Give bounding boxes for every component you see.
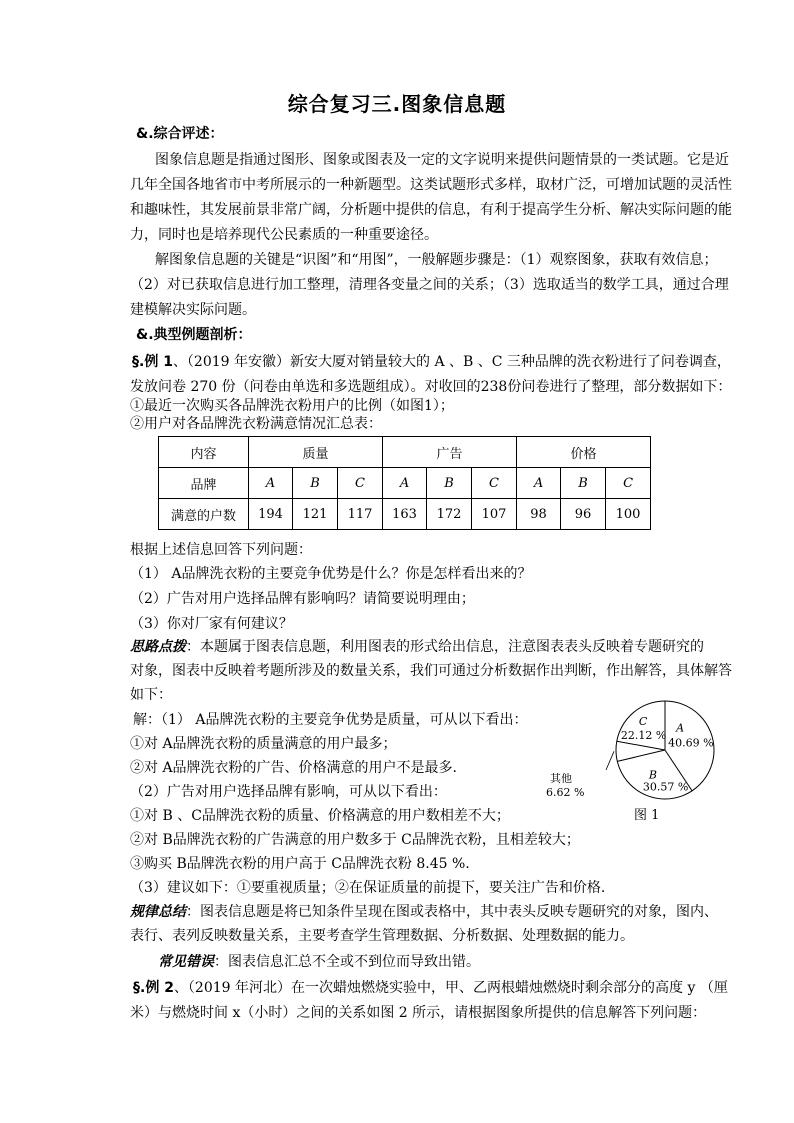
table-row <box>159 437 651 468</box>
hint-line1-text: ：本题属于图表信息题，利用图表的形式给出信息，注意图表表头反映着专题研究的 <box>186 639 704 655</box>
figure-1-caption: 图 1 <box>634 808 660 823</box>
hint-label: 思路点拨 <box>130 639 186 655</box>
solution-line4: （2）广告对用户选择品牌有影响，可从以下看出： <box>130 784 447 800</box>
pie-label-b: B <box>648 768 658 782</box>
examples-heading: &.典型例题剖析： <box>136 327 252 343</box>
table-cell: 100 <box>606 499 651 530</box>
table-header-count: 满意的户数 <box>159 499 249 530</box>
ex1-line2: 发放问卷 270 份（问卷由单选和多选题组成）。对收回的238份问卷进行了整理，部分数据如下： <box>130 379 732 395</box>
pie-chart <box>540 700 720 840</box>
table-cell: C <box>472 468 517 499</box>
summary-label: 规律总结 <box>130 904 186 920</box>
pie-leader-line <box>606 751 614 770</box>
overview-p1-line1: 图象信息题是指通过图形、图象或图表及一定的文字说明来提供问题情景的一类试题。它是近 <box>155 152 729 168</box>
ex2-line1-text: 、（2019 年河北）在一次蜡烛燃烧实验中，甲、乙两根蜡烛燃烧时剩余部分的高度 y （厘 <box>173 980 728 996</box>
table-cell: B <box>427 468 472 499</box>
error-label: 常见错误 <box>158 954 214 970</box>
satisfaction-table <box>158 436 651 530</box>
pie-value-a: 40.69 % <box>668 736 714 750</box>
hint-line2: 对象，图表中反映着考题所涉及的数量关系，我们可通过分析数据作出判断，作出解答，具体解答 <box>130 663 732 679</box>
table-header-content: 内容 <box>159 437 249 468</box>
table-cell: A <box>383 468 427 499</box>
ex2-label: §.例 2 <box>133 980 174 996</box>
solution-line2: ①对 A品牌洗衣粉的质量满意的用户最多； <box>130 736 397 752</box>
error-text: ：图表信息汇总不全或不到位而导致出错。 <box>214 954 480 970</box>
answer-intro: 根据上述信息回答下列问题： <box>130 542 312 558</box>
ex2-line2: 米）与燃烧时间 x（小时）之间的关系如图 2 所示，请根据图象所提供的信息解答下列问题： <box>130 1005 707 1021</box>
hint-line3: 如下： <box>130 687 172 703</box>
overview-p2-line1: 解图象信息题的关键是“识图”和“用图”，一般解题步骤是：（1）观察图象，获取有效信息； <box>155 252 718 268</box>
overview-p1-line4: 力，同时也是培养现代公民素质的一种重要途径。 <box>130 227 438 243</box>
table-cell: A <box>249 468 293 499</box>
solution-line1: 解：（1） A品牌洗衣粉的主要竞争优势是质量，可从以下看出： <box>133 712 528 728</box>
ex1-line1 <box>132 352 731 372</box>
question-2: （2）广告对用户选择品牌有影响吗？请简要说明理由； <box>130 591 475 607</box>
pie-label-c: C <box>638 715 648 729</box>
table-cell: 96 <box>561 499 606 530</box>
page-title: 综合复习三.图象信息题 <box>287 92 507 116</box>
ex1-item2: ②用户对各品牌洗衣粉满意情况汇总表： <box>130 416 382 432</box>
table-row <box>159 468 651 499</box>
ex2-line1 <box>133 978 728 998</box>
pie-value-other: 6.62 % <box>546 786 585 799</box>
pie-label-a: A <box>676 721 685 735</box>
table-cell: 172 <box>427 499 472 530</box>
table-cell: 163 <box>383 499 427 530</box>
table-cell: 117 <box>338 499 383 530</box>
table-row <box>159 499 651 530</box>
ex1-item1: ①最近一次购买各品牌洗衣粉用户的比例（如图1）； <box>130 398 454 414</box>
overview-p1-line3: 和趣味性，其发展前景非常广阔，分析题中提供的信息，有利于提高学生分析、解决实际问题的能 <box>130 202 732 218</box>
overview-p2-line2: （2）对已获取信息进行加工整理，清理各变量之间的关系；（3）选取适当的数学工具，通过合理 <box>130 277 729 293</box>
overview-p2-line3: 建模解决实际问题。 <box>130 302 256 318</box>
table-cell: A <box>517 468 561 499</box>
question-3: （3）你对厂家有何建议？ <box>130 616 293 632</box>
summary-line2: 表行、表列反映数量关系，主要考查学生管理数据、分析数据、处理数据的能力。 <box>130 928 634 944</box>
table-group-price: 价格 <box>517 437 651 468</box>
solution-line8: （3）建议如下：①要重视质量；②在保证质量的前提下，要关注广告和价格. <box>130 880 606 896</box>
table-header-brand: 品牌 <box>159 468 249 499</box>
solution-line6: ②对 B品牌洗衣粉的广告满意的用户数多于 C品牌洗衣粉，且相差较大； <box>130 832 580 848</box>
pie-value-c: 22.12 % <box>620 729 667 743</box>
table-group-quality: 质量 <box>249 437 383 468</box>
table-cell: C <box>338 468 383 499</box>
overview-p1-line2: 几年全国各地省市中考所展示的一种新题型。这类试题形式多样，取材广泛，可增加试题的灵活性 <box>130 177 732 193</box>
table-cell: 121 <box>293 499 338 530</box>
table-cell: B <box>561 468 606 499</box>
solution-line3: ②对 A品牌洗衣粉的广告、价格满意的用户不是最多. <box>130 760 458 776</box>
overview-heading: &.综合评述： <box>136 126 224 142</box>
pie-label-other: 其他 <box>550 772 572 785</box>
error-line <box>158 952 480 972</box>
summary-line1 <box>130 902 718 922</box>
ex1-line1-text: 、（2019 年安徽）新安大厦对销量较大的 A 、B 、C 三种品牌的洗衣粉进行了问卷调查， <box>172 354 731 370</box>
ex1-label: §.例 1 <box>132 354 173 370</box>
summary-line1-text: ：图表信息题是将已知条件呈现在图或表格中，其中表头反映专题研究的对象，图内、 <box>186 904 718 920</box>
table-cell: B <box>293 468 338 499</box>
solution-line7: ③购买 B品牌洗衣粉的用户高于 C品牌洗衣粉 8.45 %. <box>130 856 470 872</box>
table-cell: 98 <box>517 499 561 530</box>
solution-line5: ①对 B 、C品牌洗衣粉的质量、价格满意的用户数相差不大； <box>130 808 510 824</box>
pie-value-b: 30.57 % <box>642 780 689 794</box>
table-group-ad: 广告 <box>383 437 517 468</box>
hint-line1 <box>130 637 702 657</box>
table-cell: C <box>606 468 651 499</box>
table-cell: 194 <box>249 499 293 530</box>
table-cell: 107 <box>472 499 517 530</box>
question-1: （1） A品牌洗衣粉的主要竞争优势是什么？你是怎样看出来的？ <box>130 566 532 582</box>
